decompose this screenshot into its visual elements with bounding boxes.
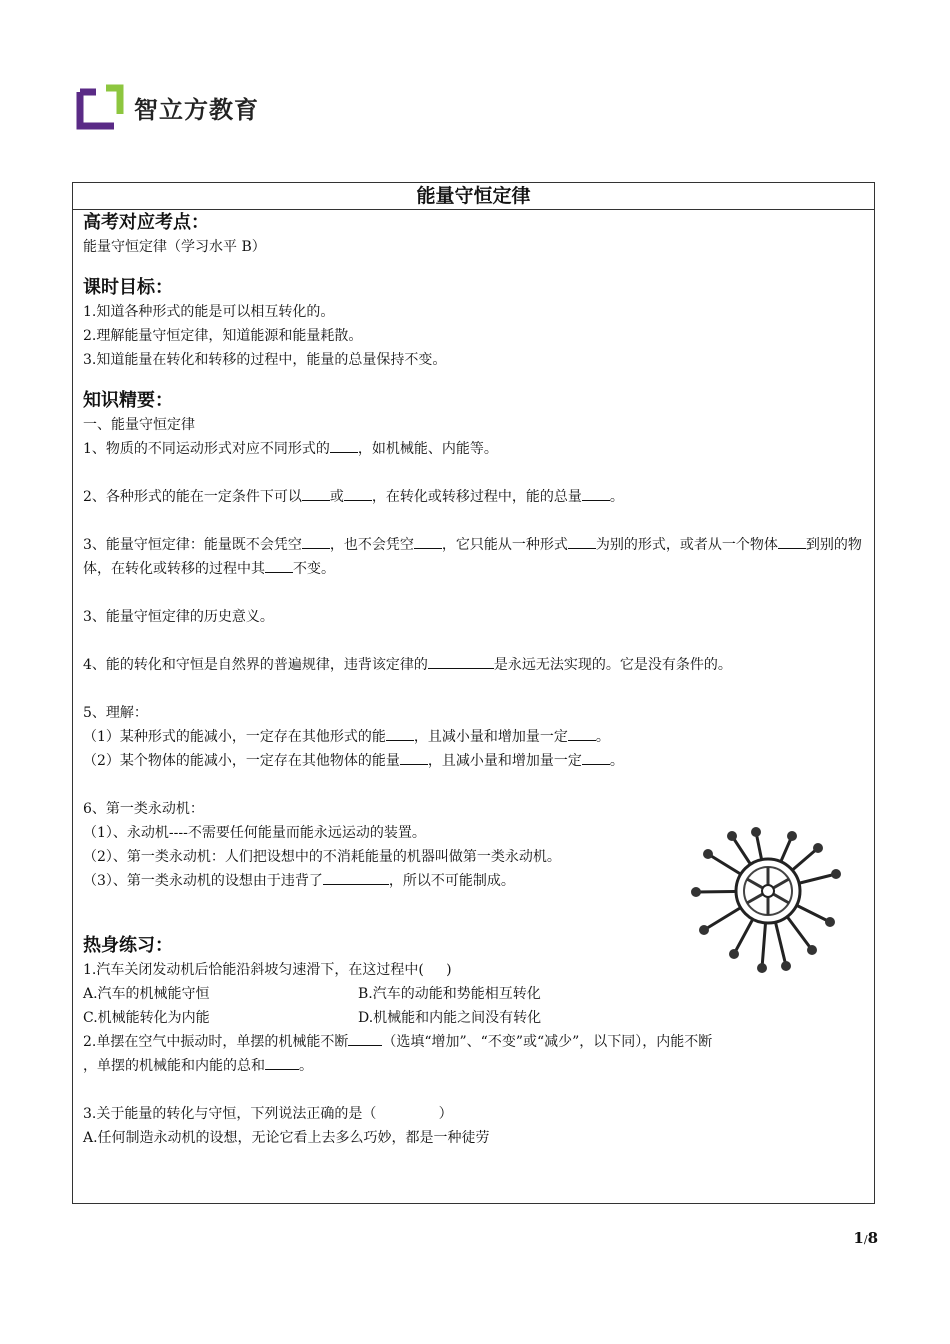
question-2: 2.单摆在空气中振动时，单摆的机械能不断 （选填“增加”、“不变”或“减少”，以下同），内能不断 — [83, 1030, 866, 1054]
perpetual-motion-item-1: （1）、永动机----不需要任何能量而能永远运动的装置。 — [83, 825, 426, 841]
option-b: B.汽车的动能和势能相互转化 — [358, 986, 541, 1002]
option-a: A.汽车的机械能守恒 — [83, 986, 210, 1002]
question-3: 3.关于能量的转化与守恒，下列说法正确的是（ ） — [83, 1106, 453, 1122]
option-d: D.机械能和内能之间没有转化 — [358, 1010, 542, 1026]
perpetual-motion-item-3: （3）、第一类永动机的设想由于违背了 ，所以不可能制成。 — [83, 869, 866, 893]
fill-blank[interactable] — [582, 485, 610, 501]
page-title: 能量守恒定律 — [73, 183, 874, 210]
fill-blank[interactable] — [348, 1030, 382, 1046]
understanding-item-2: （2）某个物体的能减小，一定存在其他物体的能量 ，且减小量和增加量一定 。 — [83, 749, 866, 773]
question-1-options-row — [83, 982, 866, 1006]
fill-blank[interactable] — [386, 725, 414, 741]
exam-points-text: 能量守恒定律（学习水平 B） — [83, 239, 266, 255]
fill-blank[interactable] — [265, 557, 293, 573]
worksheet-box — [72, 182, 875, 1204]
fill-blank[interactable] — [428, 653, 494, 669]
warmup-heading: 热身练习： — [83, 935, 173, 956]
logo-mark-icon — [76, 84, 124, 130]
logo-text: 智立方教育 — [134, 95, 259, 124]
knowledge-heading: 知识精要： — [83, 390, 173, 411]
fill-blank[interactable] — [323, 869, 389, 885]
question-3-option-a: A.任何制造永动机的设想，无论它看上去多么巧妙，都是一种徒劳 — [83, 1130, 490, 1146]
fill-blank[interactable] — [568, 725, 596, 741]
perpetual-motion-machine-illustration — [688, 826, 848, 976]
question-1: 1.汽车关闭发动机后恰能沿斜坡匀速滑下，在这过程中( ) — [83, 962, 452, 978]
fill-blank[interactable] — [778, 533, 806, 549]
knowledge-subheading: 一、能量守恒定律 — [83, 417, 195, 433]
fill-blank[interactable] — [265, 1054, 299, 1070]
fill-blank[interactable] — [302, 533, 330, 549]
option-c: C.机械能转化为内能 — [83, 1010, 210, 1026]
objective-item: 1.知道各种形式的能是可以相互转化的。 — [83, 304, 335, 320]
fill-blank[interactable] — [568, 533, 596, 549]
knowledge-point-1: 1、物质的不同运动形式对应不同形式的 ，如机械能、内能等。 — [83, 437, 866, 461]
exam-points-heading: 高考对应考点： — [83, 212, 209, 233]
question-2-cont: ，单摆的机械能和内能的总和 。 — [83, 1054, 866, 1078]
fill-blank[interactable] — [302, 485, 330, 501]
understanding-title: 5、理解： — [83, 705, 148, 721]
perpetual-motion-title: 6、第一类永动机： — [83, 801, 204, 817]
objective-item: 3.知道能量在转化和转移的过程中，能量的总量保持不变。 — [83, 352, 447, 368]
objective-item: 2.理解能量守恒定律，知道能源和能量耗散。 — [83, 328, 363, 344]
question-1-options-row — [83, 1006, 866, 1030]
logo — [76, 84, 259, 130]
knowledge-point-2: 2、各种形式的能在一定条件下可以 或 ，在转化或转移过程中，能的总量 。 — [83, 485, 866, 509]
objectives-heading: 课时目标： — [83, 277, 173, 298]
fill-blank[interactable] — [344, 485, 372, 501]
knowledge-point-4: 3、能量守恒定律的历史意义。 — [83, 609, 274, 625]
fill-blank[interactable] — [400, 749, 428, 765]
understanding-item-1: （1）某种形式的能减小，一定存在其他形式的能 ，且减小量和增加量一定 。 — [83, 725, 866, 749]
fill-blank[interactable] — [330, 437, 358, 453]
fill-blank[interactable] — [414, 533, 442, 549]
page-number: 1/8 — [853, 1229, 878, 1247]
knowledge-point-3: 3、能量守恒定律：能量既不会凭空 ，也不会凭空 ，它只能从一种形式 为别的形式，或者从一个物体 到别的物体，在转化或转移的过程中其 不变。 — [83, 533, 866, 581]
fill-blank[interactable] — [582, 749, 610, 765]
perpetual-motion-item-2: （2）、第一类永动机：人们把设想中的不消耗能量的机器叫做第一类永动机。 — [83, 849, 561, 865]
worksheet-content — [73, 211, 874, 1150]
knowledge-point-5: 4、能的转化和守恒是自然界的普遍规律，违背该定律的 是永远无法实现的。它是没有条件的。 — [83, 653, 866, 677]
